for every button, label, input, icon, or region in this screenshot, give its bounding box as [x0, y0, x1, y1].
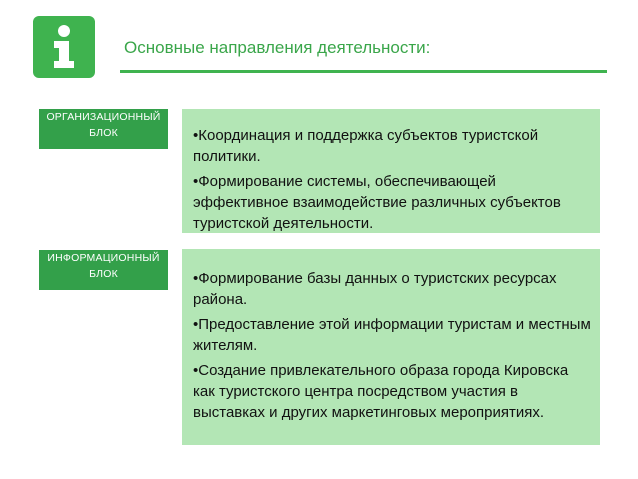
page-title: Основные направления деятельности:	[124, 38, 431, 57]
block-label-organizational	[39, 109, 168, 149]
info-icon	[33, 16, 95, 78]
block-label-line1: ОРГАНИЗАЦИОННЫЙ	[46, 111, 161, 123]
block-content-informational	[182, 249, 600, 445]
bullet-item: •Создание привлекательного образа города Кировска как туристского центра посредством участия в выставках и других маркетинговых мероприятиях.	[193, 362, 569, 421]
title-divider	[120, 70, 607, 73]
bullet-item: •Формирование системы, обеспечивающей эффективное взаимодействие различных субъектов туристской деятельности.	[193, 173, 561, 232]
block-label-line2: БЛОК	[89, 268, 118, 280]
block-label-informational	[39, 250, 168, 290]
bullet-item: •Предоставление этой информации туристам и местным жителям.	[193, 316, 591, 354]
bullet-item: •Координация и поддержка субъектов туристской политики.	[193, 127, 539, 165]
block-label-line1: ИНФОРМАЦИОННЫЙ	[47, 252, 160, 264]
block-label-line2: БЛОК	[89, 127, 118, 139]
block-content-organizational	[182, 109, 600, 233]
bullet-item: •Формирование базы данных о туристских ресурсах района.	[193, 270, 557, 308]
